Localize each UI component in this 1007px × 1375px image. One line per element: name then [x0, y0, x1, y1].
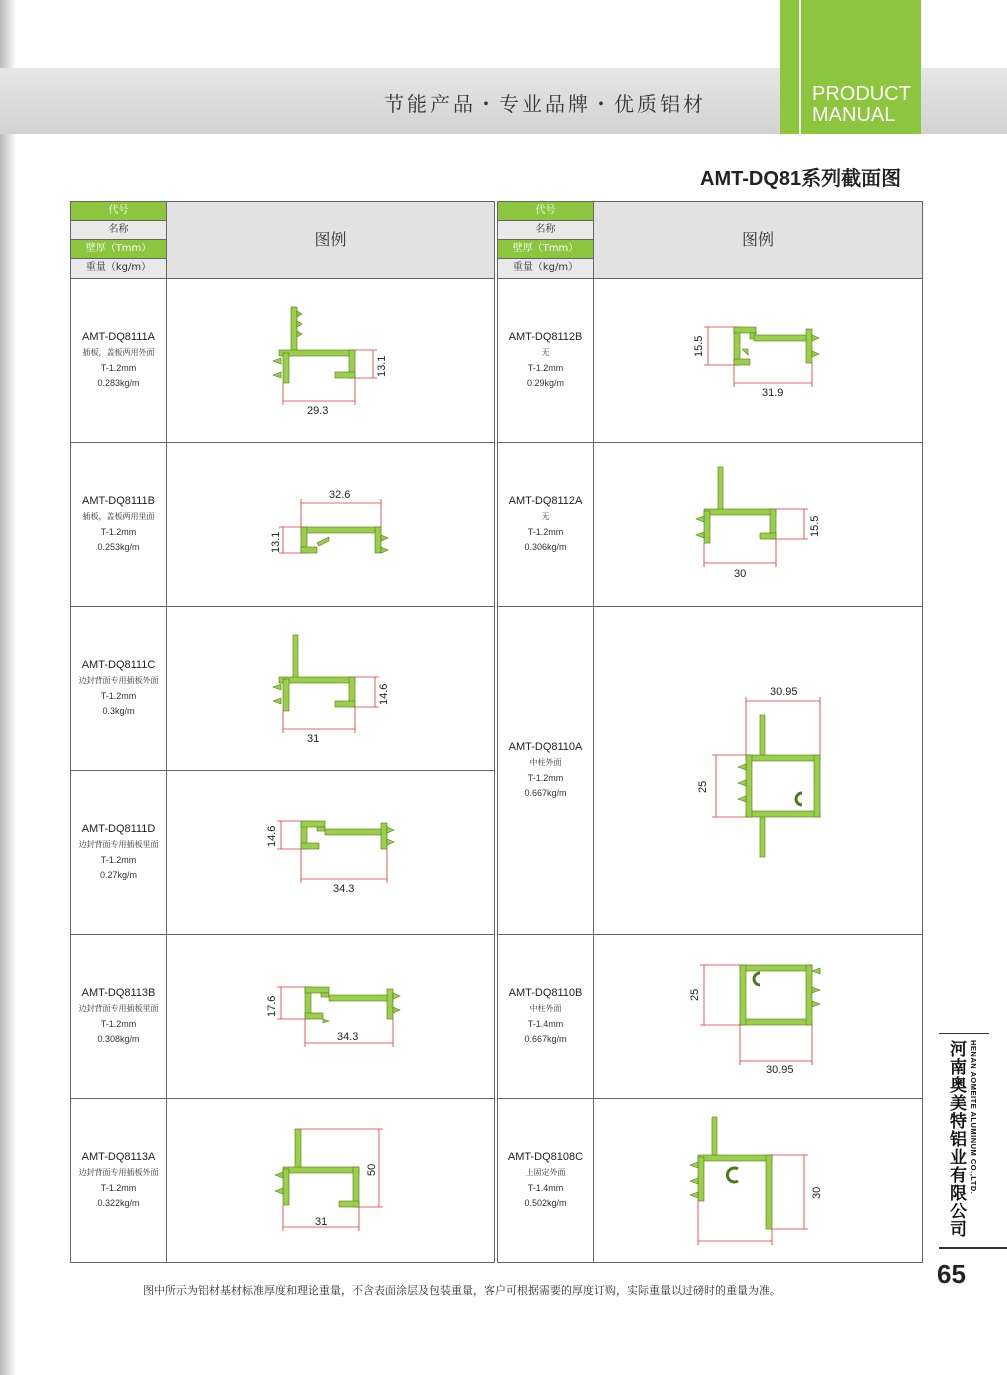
profile-weight: 0.308kg/m: [97, 1034, 140, 1044]
profile-weight: 0.667kg/m: [524, 1034, 567, 1044]
code-cell: [498, 279, 594, 442]
product-label-line1: PRODUCT: [812, 83, 911, 105]
dimension-width: 30.95: [766, 1064, 794, 1076]
profile-weight: 0.306kg/m: [524, 542, 567, 552]
header-label-column: [71, 202, 167, 278]
header-thickness: 壁厚（Tmm）: [71, 240, 166, 259]
profile-code: AMT-DQ8112B: [508, 331, 583, 343]
header-code: 代号: [71, 202, 166, 221]
dimension-width: 34.3: [337, 1031, 359, 1043]
profile-figure: [594, 935, 922, 1098]
brand-divider: [799, 0, 801, 134]
profile-figure: [594, 1099, 922, 1262]
profile-weight: 0.283kg/m: [97, 378, 140, 388]
dimension-width: 31: [307, 733, 320, 745]
profile-drawing: [594, 935, 921, 1098]
profile-info: [71, 657, 166, 719]
profile-thickness: T-1.2mm: [527, 773, 564, 783]
code-cell: [498, 607, 594, 934]
profile-name: 边封背面专用插板外面: [78, 676, 159, 685]
profile-drawing: [167, 607, 494, 770]
profile-figure: [167, 935, 494, 1098]
code-cell: [71, 279, 167, 442]
series-title: AMT-DQ81系列截面图: [700, 168, 902, 190]
profile-figure: [594, 607, 922, 934]
profile-weight: 0.3kg/m: [102, 706, 135, 716]
profile-name: 中柱外面: [529, 758, 562, 767]
profile-info: [498, 739, 593, 801]
profile-name: 插板，盖板两用里面: [82, 512, 155, 521]
profile-name: 无: [541, 512, 550, 521]
dimension-height: 15.5: [693, 335, 705, 357]
profile-code: AMT-DQ8111B: [82, 495, 155, 507]
profile-info: [498, 985, 593, 1047]
dimension-height: 50: [366, 1163, 378, 1176]
side-rule-bottom: [939, 1247, 1007, 1249]
profile-code: AMT-DQ8112A: [508, 495, 583, 507]
profile-name: 无: [541, 348, 550, 357]
profile-thickness: T-1.2mm: [527, 363, 564, 373]
dimension-height: 13.1: [376, 355, 388, 377]
profile-code: AMT-DQ8111A: [82, 331, 155, 343]
profile-code: AMT-DQ8110A: [508, 741, 583, 753]
table-row: [71, 443, 494, 606]
profile-figure: [167, 443, 494, 606]
page-number: 65: [937, 1259, 966, 1289]
dimension-height: 25: [697, 780, 709, 793]
dimension-height: 14.6: [266, 825, 278, 847]
code-cell: [71, 443, 167, 606]
header-weight: 重量（kg/m）: [71, 259, 166, 278]
profile-drawing: [167, 935, 494, 1098]
profile-weight: 0.667kg/m: [524, 788, 567, 798]
dimension-width: 31.9: [762, 387, 784, 399]
dimension-height: 15.5: [809, 515, 821, 537]
profile-weight: 0.253kg/m: [97, 542, 140, 552]
profile-name: 边封背面专用插板里面: [78, 840, 159, 849]
profile-figure: [167, 607, 494, 770]
dimension-height: 13.1: [270, 531, 282, 553]
profile-name: 中柱外面: [529, 1004, 562, 1013]
profile-name: 边封背面专用插板外面: [78, 1168, 159, 1177]
profile-info: [71, 821, 166, 883]
profile-code: AMT-DQ8108C: [507, 1151, 584, 1163]
header-figure: 图例: [167, 202, 494, 278]
profile-code: AMT-DQ8111D: [81, 823, 156, 835]
product-label-line2: MANUAL: [812, 104, 896, 126]
profile-drawing: [167, 443, 494, 606]
profile-thickness: T-1.4mm: [527, 1183, 564, 1193]
code-cell: [71, 771, 167, 934]
right-profile-table: [497, 201, 923, 1263]
profile-drawing: [594, 1099, 921, 1262]
header-code: 代号: [498, 202, 593, 221]
profile-name: 插板，盖板两用外面: [82, 348, 155, 357]
profile-thickness: T-1.2mm: [100, 1019, 137, 1029]
dimension-width: 34.3: [333, 883, 355, 895]
profile-name: 边封背面专用插板里面: [78, 1004, 159, 1013]
dimension-height: 25: [689, 988, 701, 1001]
code-cell: [71, 935, 167, 1098]
table-row: [498, 279, 922, 442]
profile-code: AMT-DQ8110B: [508, 987, 583, 999]
profile-weight: 0.502kg/m: [524, 1198, 567, 1208]
profile-drawing: [167, 771, 494, 934]
header-label-column: [498, 202, 594, 278]
profile-code: AMT-DQ8111C: [81, 659, 156, 671]
dimension-width: 32.6: [329, 489, 351, 501]
left-profile-table: [70, 201, 495, 1263]
profile-info: [71, 493, 166, 555]
product-manual-label: [812, 84, 911, 126]
header-thickness: 壁厚（Tmm）: [498, 240, 593, 259]
dimension-width: 29.3: [307, 405, 329, 417]
code-cell: [498, 443, 594, 606]
profile-thickness: T-1.2mm: [100, 691, 137, 701]
profile-drawing: [167, 1099, 494, 1262]
footnote: 图中所示为铝材基材标准厚度和理论重量，不含表面涂层及包装重量，客户可根据需要的厚度订购，实际重量以过磅时的重量为准。: [143, 1284, 781, 1297]
profile-info: [498, 329, 593, 391]
profile-figure: [167, 1099, 494, 1262]
header-weight: 重量（kg/m）: [498, 259, 593, 278]
table-row: [71, 935, 494, 1098]
table-row: [71, 771, 494, 934]
profile-figure: [167, 771, 494, 934]
table-row: [498, 1099, 922, 1262]
profile-drawing: [594, 607, 921, 934]
profile-weight: 0.322kg/m: [97, 1198, 140, 1208]
table-row: [498, 443, 922, 606]
dimension-width: 30: [734, 568, 747, 580]
profile-info: [71, 985, 166, 1047]
header-name: 名称: [498, 221, 593, 240]
header-figure: 图例: [594, 202, 922, 278]
profile-figure: [594, 279, 922, 442]
profile-weight: 0.27kg/m: [99, 870, 138, 880]
profile-code: AMT-DQ8113B: [81, 987, 156, 999]
table-row: [498, 607, 922, 934]
profile-info: [498, 493, 593, 555]
dimension-width: 30.95: [770, 686, 798, 698]
table-row: [71, 279, 494, 442]
profile-figure: [594, 443, 922, 606]
profile-name: 上固定外面: [525, 1168, 566, 1177]
dimension-height: 30: [811, 1186, 823, 1199]
code-cell: [71, 1099, 167, 1262]
profile-info: [71, 1149, 166, 1211]
profile-info: [71, 329, 166, 391]
company-name-cn: 河南奥美特铝业有限公司: [946, 1040, 966, 1238]
profile-drawing: [594, 443, 921, 606]
page-edge-shade: [0, 0, 16, 1375]
slogan: 节能产品・专业品牌・优质铝材: [384, 92, 706, 116]
profile-thickness: T-1.2mm: [100, 363, 137, 373]
profile-thickness: T-1.2mm: [527, 527, 564, 537]
profile-drawing: [594, 279, 921, 442]
profile-info: [498, 1149, 593, 1211]
profile-weight: 0.29kg/m: [526, 378, 565, 388]
profile-thickness: T-1.4mm: [527, 1019, 564, 1029]
code-cell: [71, 607, 167, 770]
side-rule-top: [939, 1033, 989, 1034]
profile-code: AMT-DQ8113A: [81, 1151, 156, 1163]
code-cell: [498, 1099, 594, 1262]
dimension-height: 17.6: [266, 995, 278, 1017]
header-name: 名称: [71, 221, 166, 240]
profile-drawing: [167, 279, 494, 442]
table-row: [71, 1099, 494, 1262]
company-name-en: HENAN AOMEITE ALUMINUM CO.,LTD.: [969, 1040, 978, 1195]
profile-thickness: T-1.2mm: [100, 855, 137, 865]
dimension-width: 31: [315, 1216, 328, 1228]
profile-figure: [167, 279, 494, 442]
table-row: [71, 607, 494, 770]
profile-thickness: T-1.2mm: [100, 1183, 137, 1193]
dimension-height: 14.6: [378, 683, 390, 705]
profile-thickness: T-1.2mm: [100, 527, 137, 537]
code-cell: [498, 935, 594, 1098]
table-row: [498, 935, 922, 1098]
